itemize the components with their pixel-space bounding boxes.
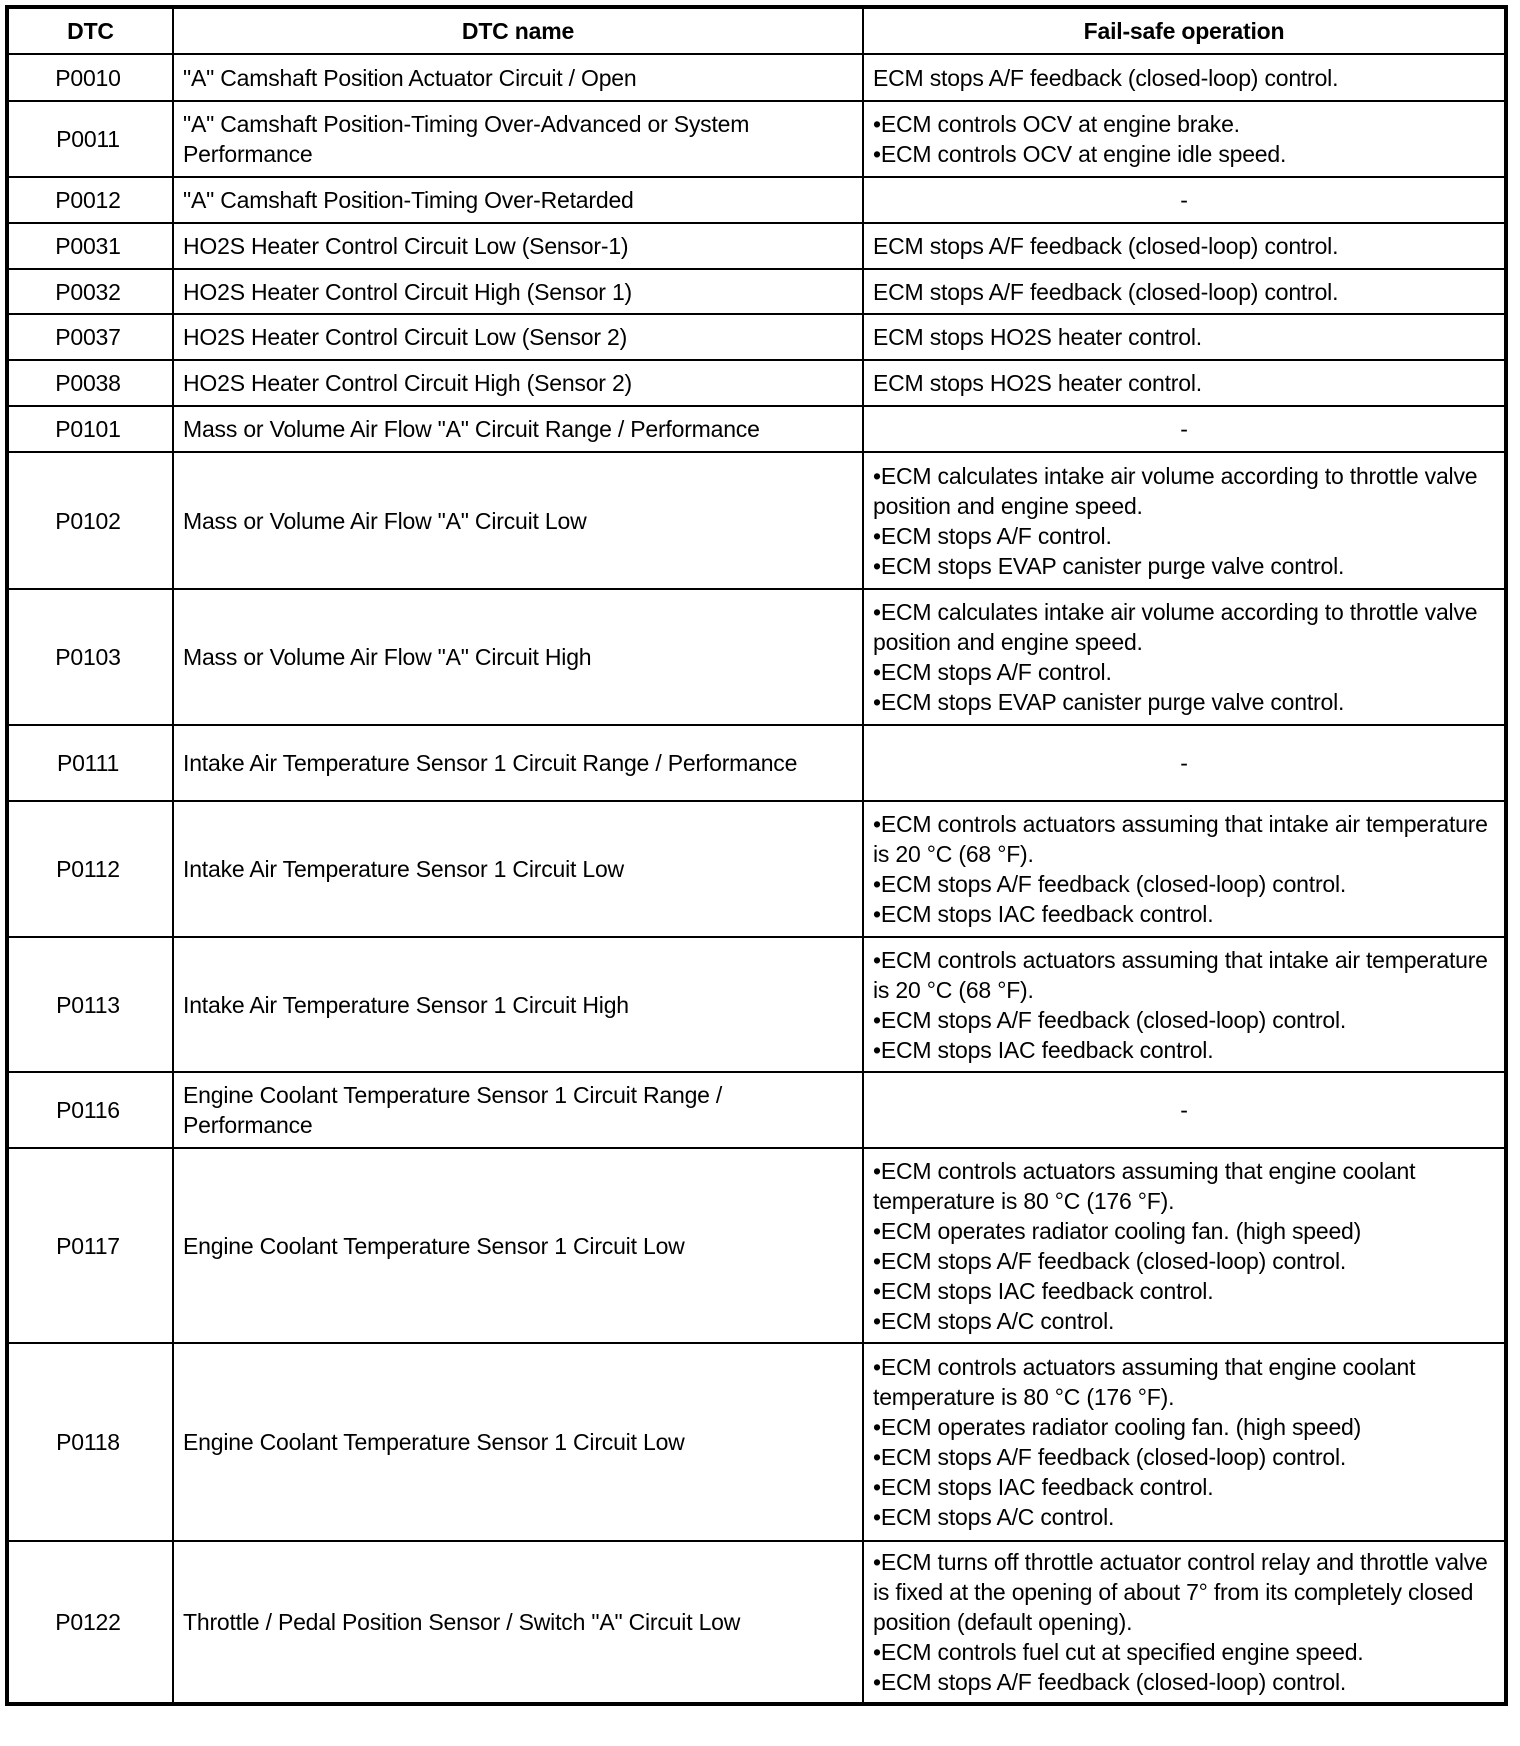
failsafe-line: •ECM calculates intake air volume according to throttle valve position and engine speed. [873,462,1478,519]
failsafe-cell [863,725,1506,801]
table-row [7,177,1506,223]
failsafe-cell [863,177,1506,223]
dtc-name-cell: Mass or Volume Air Flow "A" Circuit Range / Performance [173,406,863,452]
failsafe-line: •ECM stops A/F feedback (closed-loop) control. [873,1006,1347,1033]
dtc-code-cell: P0113 [7,937,173,1072]
dtc-name-cell: Mass or Volume Air Flow "A" Circuit Low [173,452,863,589]
dtc-name-cell: Mass or Volume Air Flow "A" Circuit High [173,589,863,725]
header-dtc: DTC [7,7,173,54]
table-row [7,314,1506,360]
dtc-name-cell: Intake Air Temperature Sensor 1 Circuit Low [173,801,863,937]
failsafe-line: •ECM calculates intake air volume according to throttle valve position and engine speed. [873,599,1478,655]
failsafe-line: •ECM stops IAC feedback control. [873,1277,1214,1304]
dtc-name-cell: "A" Camshaft Position-Timing Over-Retarded [173,177,863,223]
table-row [7,725,1506,801]
failsafe-cell [863,801,1506,937]
table-row [7,1541,1506,1704]
dtc-code-cell: P0037 [7,314,173,360]
failsafe-line: •ECM stops A/F control. [873,659,1112,685]
table-row [7,269,1506,314]
failsafe-line: •ECM operates radiator cooling fan. (high speed) [873,1217,1362,1244]
failsafe-line: •ECM stops A/F feedback (closed-loop) control. [873,1444,1347,1470]
dtc-name-cell: HO2S Heater Control Circuit High (Sensor 2) [173,360,863,406]
failsafe-cell [863,1343,1506,1541]
dtc-code-cell: P0118 [7,1343,173,1541]
failsafe-line: •ECM stops A/F feedback (closed-loop) control. [873,1247,1347,1274]
failsafe-line: •ECM stops A/C control. [873,1504,1115,1530]
failsafe-cell [863,452,1506,589]
dtc-code-cell: P0012 [7,177,173,223]
failsafe-line: •ECM operates radiator cooling fan. (high speed) [873,1414,1362,1440]
failsafe-line: •ECM controls OCV at engine brake. [873,111,1240,137]
failsafe-line: •ECM stops A/F feedback (closed-loop) control. [873,871,1347,897]
failsafe-line: •ECM stops EVAP canister purge valve control. [873,552,1345,579]
dtc-name-cell: Engine Coolant Temperature Sensor 1 Circuit Low [173,1148,863,1343]
failsafe-cell [863,360,1506,406]
failsafe-line: •ECM controls actuators assuming that engine coolant temperature is 80 °C (176 °F). [873,1354,1416,1410]
failsafe-cell [863,1148,1506,1343]
table-row [7,406,1506,452]
dtc-code-cell: P0112 [7,801,173,937]
dtc-code-cell: P0011 [7,101,173,177]
table-row [7,101,1506,177]
dtc-code-cell: P0038 [7,360,173,406]
failsafe-cell [863,937,1506,1072]
table-row [7,937,1506,1072]
failsafe-cell [863,1541,1506,1704]
failsafe-line: •ECM controls actuators assuming that engine coolant temperature is 80 °C (176 °F). [873,1157,1416,1214]
dtc-code-cell: P0101 [7,406,173,452]
failsafe-line: - [1180,750,1188,776]
failsafe-line: ECM stops HO2S heater control. [873,370,1202,396]
failsafe-line: - [1180,187,1188,213]
dtc-name-cell: Throttle / Pedal Position Sensor / Switch "A" Circuit Low [173,1541,863,1704]
dtc-code-cell: P0111 [7,725,173,801]
failsafe-line: ECM stops A/F feedback (closed-loop) control. [873,64,1339,91]
table-row [7,1148,1506,1343]
dtc-failsafe-table [5,5,1508,1706]
failsafe-line: - [1180,1097,1188,1123]
failsafe-cell [863,269,1506,314]
dtc-name-cell: HO2S Heater Control Circuit Low (Sensor 2) [173,314,863,360]
failsafe-cell [863,101,1506,177]
dtc-name-cell: "A" Camshaft Position-Timing Over-Advanced or System Performance [173,101,863,177]
dtc-code-cell: P0122 [7,1541,173,1704]
dtc-code-cell: P0117 [7,1148,173,1343]
failsafe-line: •ECM controls actuators assuming that intake air temperature is 20 °C (68 °F). [873,811,1488,867]
failsafe-line: •ECM controls fuel cut at specified engine speed. [873,1639,1364,1665]
failsafe-line: ECM stops A/F feedback (closed-loop) control. [873,233,1339,259]
failsafe-line: •ECM stops A/F control. [873,522,1112,549]
dtc-name-cell: HO2S Heater Control Circuit Low (Sensor-1) [173,223,863,269]
failsafe-line: •ECM stops IAC feedback control. [873,901,1214,927]
table-row [7,452,1506,589]
dtc-code-cell: P0010 [7,54,173,101]
failsafe-cell [863,589,1506,725]
dtc-code-cell: P0103 [7,589,173,725]
dtc-code-cell: P0032 [7,269,173,314]
dtc-name-cell: "A" Camshaft Position Actuator Circuit / Open [173,54,863,101]
dtc-name-cell: Engine Coolant Temperature Sensor 1 Circuit Range / Performance [173,1072,863,1148]
failsafe-line: •ECM controls OCV at engine idle speed. [873,141,1287,167]
failsafe-line: •ECM controls actuators assuming that intake air temperature is 20 °C (68 °F). [873,946,1488,1003]
table-row [7,54,1506,101]
failsafe-cell [863,223,1506,269]
failsafe-cell [863,406,1506,452]
failsafe-line: •ECM stops EVAP canister purge valve control. [873,689,1345,715]
failsafe-line: ECM stops HO2S heater control. [873,324,1202,350]
dtc-name-cell: HO2S Heater Control Circuit High (Sensor 1) [173,269,863,314]
table-row [7,1072,1506,1148]
dtc-code-cell: P0102 [7,452,173,589]
dtc-name-cell: Intake Air Temperature Sensor 1 Circuit High [173,937,863,1072]
failsafe-line: ECM stops A/F feedback (closed-loop) control. [873,278,1339,305]
failsafe-cell [863,54,1506,101]
table-row [7,1343,1506,1541]
table-row [7,360,1506,406]
header-failsafe-operation: Fail-safe operation [863,7,1506,54]
table-body [7,54,1506,1704]
failsafe-cell [863,1072,1506,1148]
table-header-row [7,7,1506,54]
failsafe-line: •ECM stops IAC feedback control. [873,1036,1214,1063]
dtc-name-cell: Engine Coolant Temperature Sensor 1 Circuit Low [173,1343,863,1541]
failsafe-line: •ECM turns off throttle actuator control relay and throttle valve is fixed at the opening of about 7° from its completely closed position (default opening). [873,1549,1488,1635]
failsafe-line: •ECM stops A/C control. [873,1307,1115,1334]
failsafe-line: •ECM stops A/F feedback (closed-loop) control. [873,1669,1347,1695]
table-row [7,589,1506,725]
dtc-code-cell: P0116 [7,1072,173,1148]
failsafe-line: - [1180,416,1188,442]
dtc-name-cell: Intake Air Temperature Sensor 1 Circuit Range / Performance [173,725,863,801]
dtc-code-cell: P0031 [7,223,173,269]
failsafe-line: •ECM stops IAC feedback control. [873,1474,1214,1500]
failsafe-cell [863,314,1506,360]
header-dtc-name: DTC name [173,7,863,54]
table-row [7,223,1506,269]
table-row [7,801,1506,937]
